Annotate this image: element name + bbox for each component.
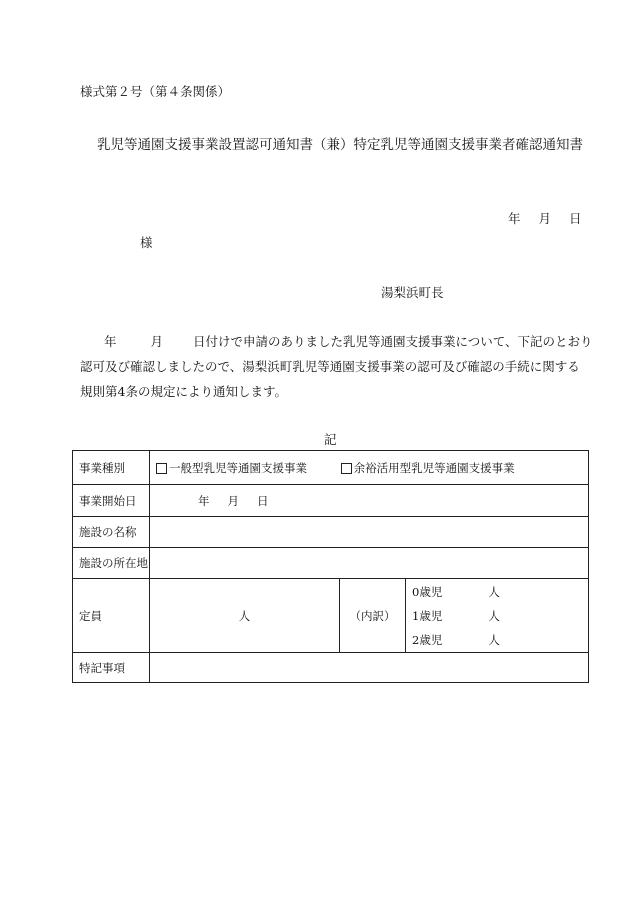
record-label: 記 [324,432,337,447]
details-table [72,450,589,683]
facility-address-label: 施設の所在地 [73,548,150,579]
breakdown-label: （内訳） [340,579,406,653]
date-month: 月 [538,211,552,226]
issue-date [508,209,582,227]
option-spare-capacity-label: 余裕活用型乳児等通園支援事業 [353,460,515,475]
breakdown-age-0-label: 0歳児 [412,584,443,599]
start-date-value[interactable] [150,485,589,517]
breakdown-age-1-unit: 人 [488,608,500,623]
breakdown-age-1[interactable] [412,604,582,628]
row-capacity [73,579,589,653]
notes-label: 特記事項 [73,653,150,683]
capacity-value[interactable] [150,579,340,653]
start-month: 月 [227,493,239,508]
business-type-label: 事業種別 [73,451,150,485]
row-business-type [73,451,589,485]
row-facility-name [73,517,589,548]
breakdown-list [406,579,589,653]
body-year: 年 [104,334,117,349]
capacity-label: 定員 [73,579,150,653]
breakdown-age-0[interactable] [412,580,582,604]
notes-value[interactable] [150,653,589,683]
date-year: 年 [508,211,521,226]
start-year: 年 [198,493,210,508]
body-line-3: 規則第4条の規定により通知します。 [80,384,287,399]
option-general[interactable] [156,460,307,476]
addressee: 様 [140,235,153,250]
start-date-label: 事業開始日 [73,485,150,517]
breakdown-age-0-unit: 人 [488,584,500,599]
notice-body [80,329,593,404]
body-month: 月 [150,334,164,349]
start-day: 日 [257,493,269,508]
body-line-1 [80,329,593,354]
facility-address-value[interactable] [150,548,589,579]
checkbox-general[interactable] [156,463,167,474]
option-general-label: 一般型乳児等通園支援事業 [169,460,307,475]
facility-name-label: 施設の名称 [73,517,150,548]
breakdown-age-2-label: 2歳児 [412,632,443,647]
body-line-2: 認可及び確認しましたので、湯梨浜町乳児等通園支援事業の認可及び確認の手続に関する [80,359,580,374]
facility-name-value[interactable] [150,517,589,548]
form-number: 様式第２号（第４条関係） [80,84,231,99]
row-start-date [73,485,589,517]
row-facility-address [73,548,589,579]
document-title: 乳児等通園支援事業設置認可通知書（兼）特定乳児等通園支援事業者確認通知書 [97,137,583,153]
breakdown-age-2[interactable] [412,628,582,652]
breakdown-age-1-label: 1歳児 [412,608,443,623]
row-notes [73,653,589,683]
checkbox-spare-capacity[interactable] [341,463,352,474]
breakdown-age-2-unit: 人 [488,632,500,647]
date-day: 日 [569,211,582,226]
capacity-unit: 人 [238,608,251,623]
option-spare-capacity[interactable] [341,460,515,476]
sender: 湯梨浜町長 [381,285,444,300]
business-type-options [150,451,589,485]
body-line-1-text: 日付けで申請のありました乳児等通園支援事業について、下記のとおり [193,334,593,349]
